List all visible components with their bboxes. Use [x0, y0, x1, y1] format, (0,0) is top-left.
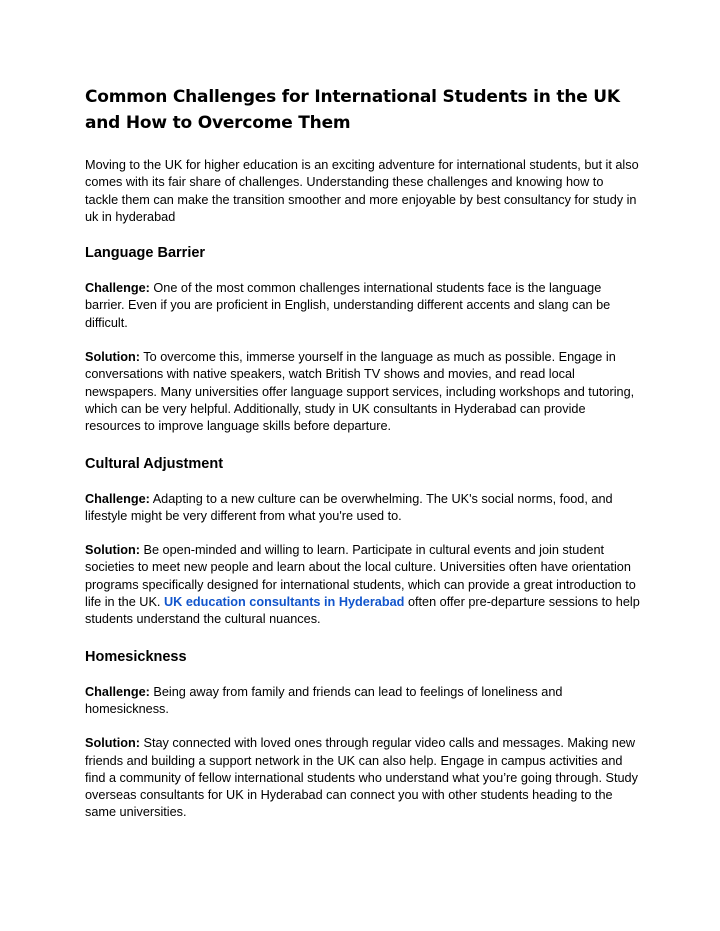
section-heading-homesickness: Homesickness	[85, 648, 187, 665]
section-heading-cultural-adjustment: Cultural Adjustment	[85, 455, 224, 472]
challenge-text: Adapting to a new culture can be overwhelming. The UK's social norms, food, and lifestyle might be very different from what you're used to.	[85, 491, 613, 523]
challenge-label: Challenge:	[85, 491, 150, 506]
intro-paragraph: Moving to the UK for higher education is an exciting adventure for international students, but it also comes with its fair share of challenges. Understanding these challenges and knowing how to tackle them can make the transition smoother and more enjoyable by best consultancy for study in uk in hyderabad	[85, 158, 639, 224]
document-page	[85, 84, 640, 822]
challenge-label: Challenge:	[85, 684, 150, 699]
solution-text-after-link: often offer pre-departure sessions to help students understand the cultural nuances.	[85, 595, 640, 627]
solution-text: Stay connected with loved ones through regular video calls and messages. Making new friends and building a support network in the UK can also help. Engage in campus activities and find a community of fellow international students who understand what you’re going through. Study overseas consultants for UK in Hyderabad can connect you with other students heading to the same universities.	[85, 736, 638, 820]
solution-text: To overcome this, immerse yourself in the language as much as possible. Engage in conversations with native speakers, watch British TV shows and movies, and read local newspapers. Many universities offer language support services, including workshops and tutoring, which can be very helpful. Additionally, study in UK consultants in Hyderabad can provide resources to improve language skills before departure.	[85, 350, 635, 434]
challenge-text: One of the most common challenges international students face is the language barrier. Even if you are proficient in English, understanding different accents and slang can be difficult.	[85, 281, 611, 330]
challenge-text: Being away from family and friends can lead to feelings of loneliness and homesickness.	[85, 684, 563, 716]
solution-paragraph-cultural-adjustment	[85, 542, 640, 628]
solution-text-before-link: Be open-minded and willing to learn. Participate in cultural events and join student societies to meet new people and learn about the local culture. Universities often have orientation programs specifically designed for international students, which can provide a great introduction to life in the UK.	[85, 543, 636, 610]
solution-label: Solution:	[85, 543, 140, 558]
section-heading-language-barrier: Language Barrier	[85, 245, 206, 262]
challenge-paragraph-homesickness	[85, 684, 640, 719]
uk-education-consultants-link[interactable]: UK education consultants in Hyderabad	[164, 595, 405, 610]
solution-label: Solution:	[85, 350, 140, 365]
challenge-paragraph-cultural-adjustment	[85, 491, 640, 526]
challenge-paragraph-language-barrier	[85, 280, 640, 332]
challenge-label: Challenge:	[85, 281, 150, 296]
solution-label: Solution:	[85, 736, 140, 751]
document-title: Common Challenges for International Students in the UK and How to Overcome Them	[85, 87, 620, 133]
solution-paragraph-homesickness	[85, 735, 640, 821]
solution-paragraph-language-barrier	[85, 349, 640, 435]
